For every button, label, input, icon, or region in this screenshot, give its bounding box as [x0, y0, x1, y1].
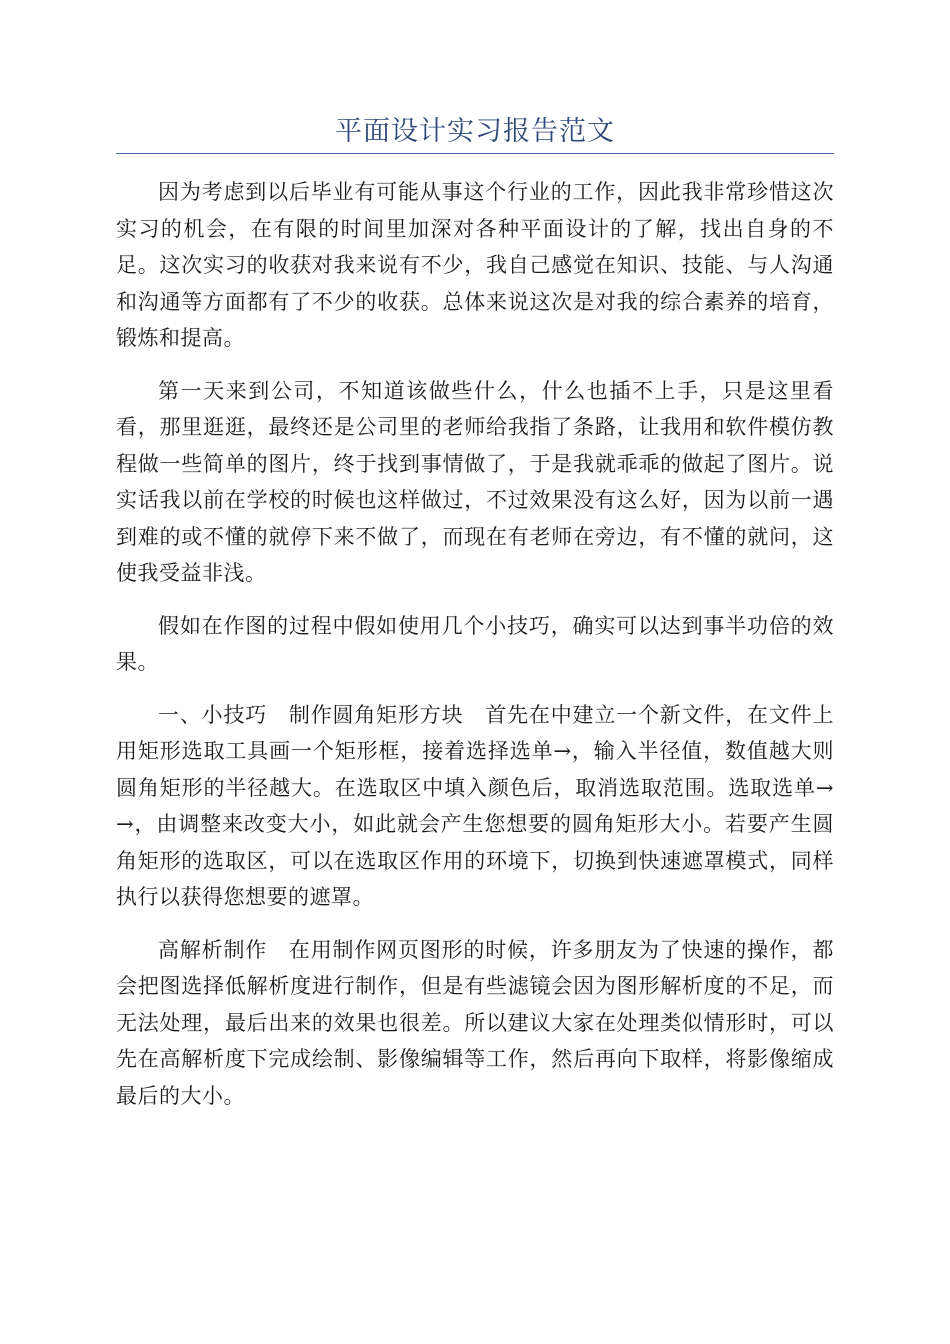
- document-title: 平面设计实习报告范文: [335, 116, 615, 147]
- paragraph-2: 第一天来到公司，不知道该做些什么，什么也插不上手，只是这里看看，那里逛逛，最终还是公司里的老师给我指了条路，让我用和软件模仿教程做一些简单的图片，终于找到事情做了，于是我就乖乖的做起了图片。说实话我以前在学校的时候也这样做过，不过效果没有这么好，因为以前一遇到难的或不懂的就停下来不做了，而现在有老师在旁边，有不懂的就问，这使我受益非浅。: [116, 378, 834, 585]
- title-underline: [116, 153, 834, 154]
- paragraph-1: 因为考虑到以后毕业有可能从事这个行业的工作，因此我非常珍惜这次实习的机会，在有限的时间里加深对各种平面设计的了解，找出自身的不足。这次实习的收获对我来说有不少，我自己感觉在知识、技能、与人沟通和沟通等方面都有了不少的收获。总体来说这次是对我的综合素养的培育，锻炼和提高。: [116, 180, 834, 350]
- paragraph-5: 高解析制作 在用制作网页图形的时候，许多朋友为了快速的操作，都会把图选择低解析度进行制作，但是有些滤镜会因为图形解析度的不足，而无法处理，最后出来的效果也很差。所以建议大家在处理类似情形时，可以先在高解析度下完成绘制、影像编辑等工作，然后再向下取样，将影像缩成最后的大小。: [116, 937, 834, 1108]
- paragraph-4: 一、小技巧 制作圆角矩形方块 首先在中建立一个新文件，在文件上用矩形选取工具画一个矩形框，接着选择选单→，输入半径值，数值越大则圆角矩形的半径越大。在选取区中填入颜色后，取消选取范围。选取选单→→，由调整来改变大小，如此就会产生您想要的圆角矩形大小。若要产生圆角矩形的选取区，可以在选取区作用的环境下，切换到快速遮罩模式，同样执行以获得您想要的遮罩。: [116, 702, 834, 909]
- document-body: [116, 174, 834, 1130]
- document-page: [116, 0, 834, 1344]
- paragraph-3: 假如在作图的过程中假如使用几个小技巧，确实可以达到事半功倍的效果。: [116, 613, 834, 674]
